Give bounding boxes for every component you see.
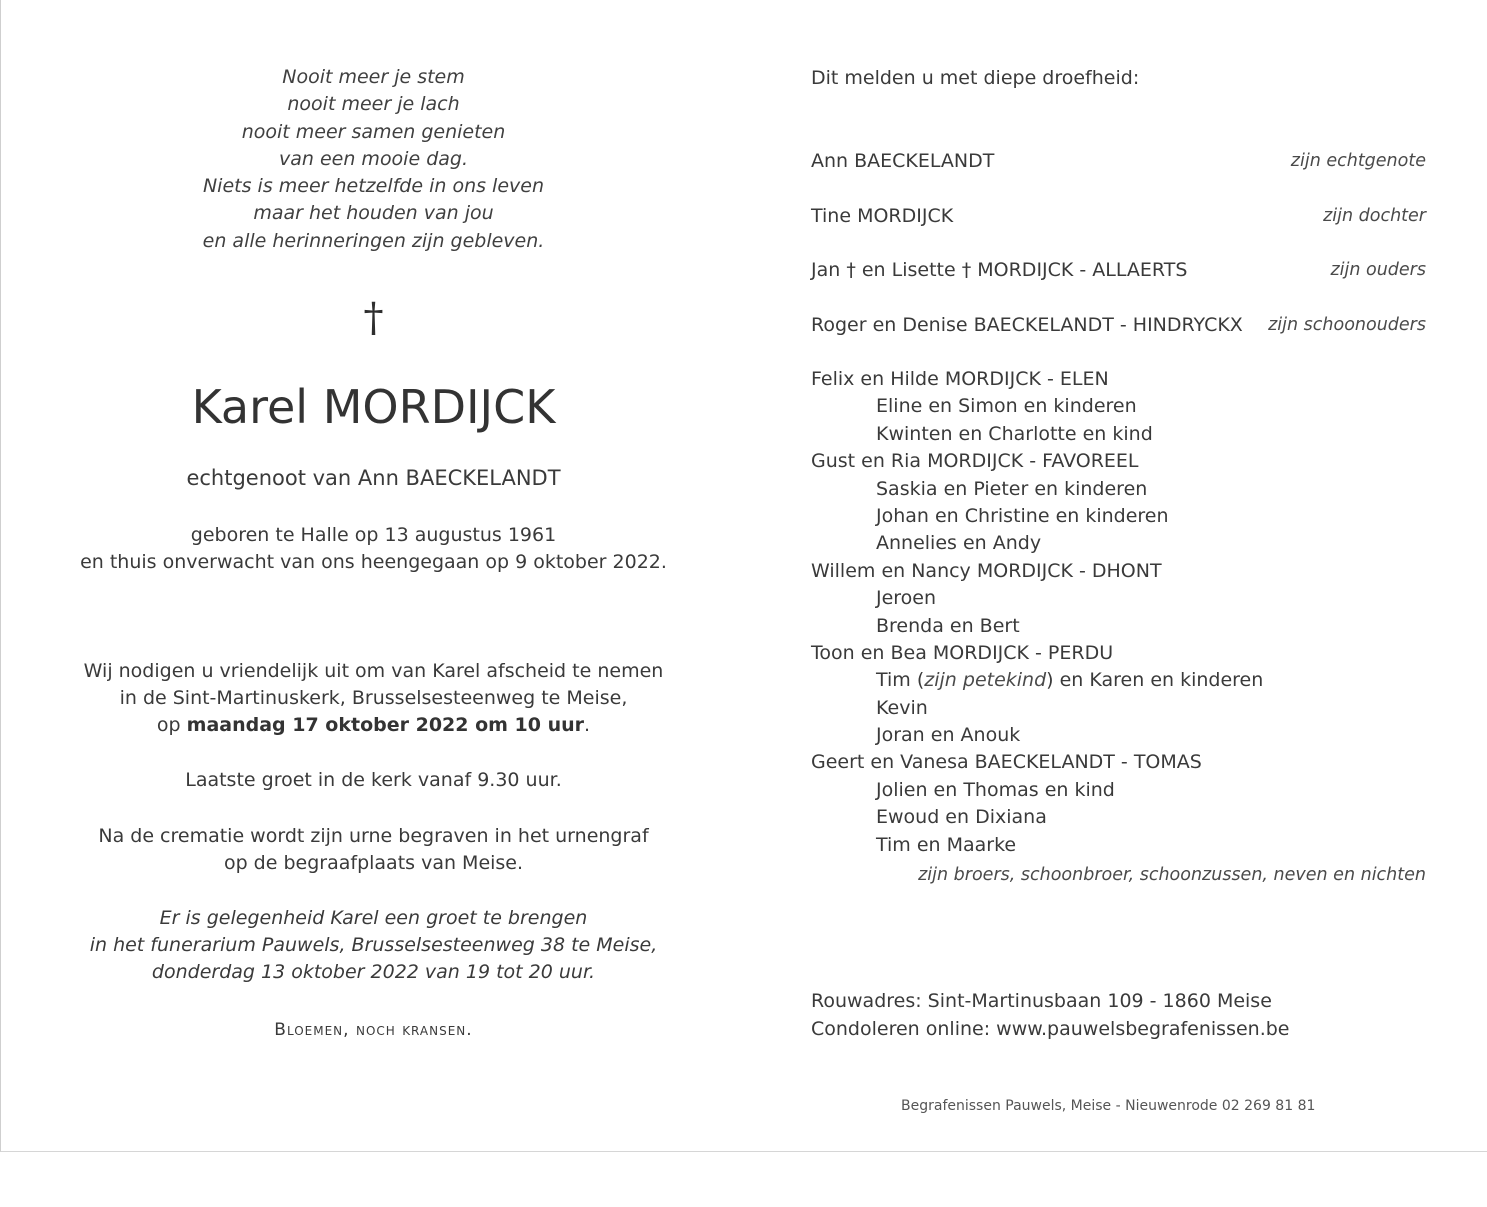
godchild-note: zijn petekind <box>924 669 1047 692</box>
family-line: Jeroen <box>876 587 937 610</box>
announcement-intro: Dit melden u met diepe droefheid: <box>811 67 1140 89</box>
invitation-line: Wij nodigen u vriendelijk uit om van Karel afscheid te nemen <box>83 660 664 682</box>
invitation-line: in de Sint-Martinuskerk, Brusselsesteenweg te Meise, <box>119 687 628 709</box>
cremation-note <box>41 823 706 877</box>
family-line: Gust en Ria MORDIJCK - FAVOREEL <box>811 450 1139 473</box>
family-line: Saskia en Pieter en kinderen <box>876 477 1148 500</box>
family-line: Kevin <box>876 696 928 719</box>
family-line: Tim en Maarke <box>876 833 1017 856</box>
funeral-home-footer: Begrafenissen Pauwels, Meise - Nieuwenrode 02 269 81 81 <box>901 1098 1316 1114</box>
relation-row <box>811 256 1426 284</box>
death-line: en thuis onverwacht van ons heengegaan op 9 oktober 2022. <box>80 550 667 573</box>
relation-name: Tine MORDIJCK <box>811 205 954 227</box>
ceremony-invitation <box>41 658 706 739</box>
relation-row <box>811 202 1426 230</box>
visitation-line: in het funerarium Pauwels, Brusselsesteenweg 38 te Meise, <box>89 934 658 956</box>
family-list <box>811 366 1426 859</box>
family-line: Willem en Nancy MORDIJCK - DHONT <box>811 559 1162 582</box>
visitation-note <box>41 905 706 986</box>
relation-role: zijn echtgenote <box>1290 151 1426 171</box>
ceremony-datetime: maandag 17 oktober 2022 om 10 uur <box>186 714 585 736</box>
poem-line: nooit meer je lach <box>287 93 460 116</box>
invitation-suffix: . <box>584 714 591 736</box>
cremation-line: Na de crematie wordt zijn urne begraven in het urnengraf <box>98 825 649 847</box>
flowers-note: Bloemen, noch kransen. <box>274 1020 473 1040</box>
condolences-online[interactable]: Condoleren online: www.pauwelsbegrafenissen.be <box>811 1018 1290 1040</box>
family-line: Toon en Bea MORDIJCK - PERDU <box>811 641 1114 664</box>
visitation-line: Er is gelegenheid Karel een groet te brengen <box>159 907 588 929</box>
poem-line: maar het houden van jou <box>253 202 494 225</box>
relation-name: Jan † en Lisette † MORDIJCK - ALLAERTS <box>811 259 1188 281</box>
life-dates <box>41 522 706 575</box>
cross-icon: † <box>363 295 384 341</box>
visitation-line: donderdag 13 oktober 2022 van 19 tot 20 uur. <box>151 961 596 983</box>
birth-line: geboren te Halle op 13 augustus 1961 <box>190 524 557 546</box>
poem-line: Niets is meer hetzelfde in ons leven <box>202 175 545 198</box>
poem <box>41 64 706 255</box>
relation-role: zijn dochter <box>1323 206 1426 226</box>
relation-row <box>811 147 1426 175</box>
family-line: Joran en Anouk <box>876 724 1021 747</box>
family-line-part: ) en Karen en kinderen <box>1046 669 1264 692</box>
relation-name: Ann BAECKELANDT <box>811 150 995 172</box>
family-line-part: Tim ( <box>876 669 925 692</box>
invitation-prefix: op <box>156 714 187 736</box>
relation-role: zijn ouders <box>1330 260 1426 280</box>
poem-line: Nooit meer je stem <box>282 66 465 88</box>
family-line: Brenda en Bert <box>876 614 1020 637</box>
deceased-name: Karel MORDIJCK <box>191 380 556 434</box>
relation-role: zijn schoonouders <box>1268 315 1426 335</box>
family-line: Jolien en Thomas en kind <box>876 778 1115 801</box>
family-line <box>811 667 1426 694</box>
relation-row <box>811 311 1426 339</box>
poem-line: van een mooie dag. <box>279 147 468 170</box>
family-line: Kwinten en Charlotte en kind <box>876 422 1153 445</box>
family-line: Geert en Vanesa BAECKELANDT - TOMAS <box>811 751 1202 774</box>
poem-line: en alle herinneringen zijn gebleven. <box>202 229 545 252</box>
family-line: Felix en Hilde MORDIJCK - ELEN <box>811 368 1109 390</box>
cremation-line: op de begraafplaats van Meise. <box>223 852 524 874</box>
poem-line: nooit meer samen genieten <box>241 120 506 143</box>
spouse-line: echtgenoot van Ann BAECKELANDT <box>186 466 561 490</box>
family-line: Annelies en Andy <box>876 532 1042 555</box>
last-greeting: Laatste groet in de kerk vanaf 9.30 uur. <box>185 769 562 791</box>
mourning-address: Rouwadres: Sint-Martinusbaan 109 - 1860 Meise <box>811 990 1272 1012</box>
contact-info <box>811 987 1290 1043</box>
relation-name: Roger en Denise BAECKELANDT - HINDRYCKX <box>811 314 1243 336</box>
invitation-line <box>41 712 706 739</box>
family-line: Ewoud en Dixiana <box>876 806 1047 829</box>
family-line: Eline en Simon en kinderen <box>876 395 1137 418</box>
family-line: Johan en Christine en kinderen <box>876 504 1169 527</box>
siblings-role: zijn broers, schoonbroer, schoonzussen, neven en nichten <box>918 865 1426 885</box>
